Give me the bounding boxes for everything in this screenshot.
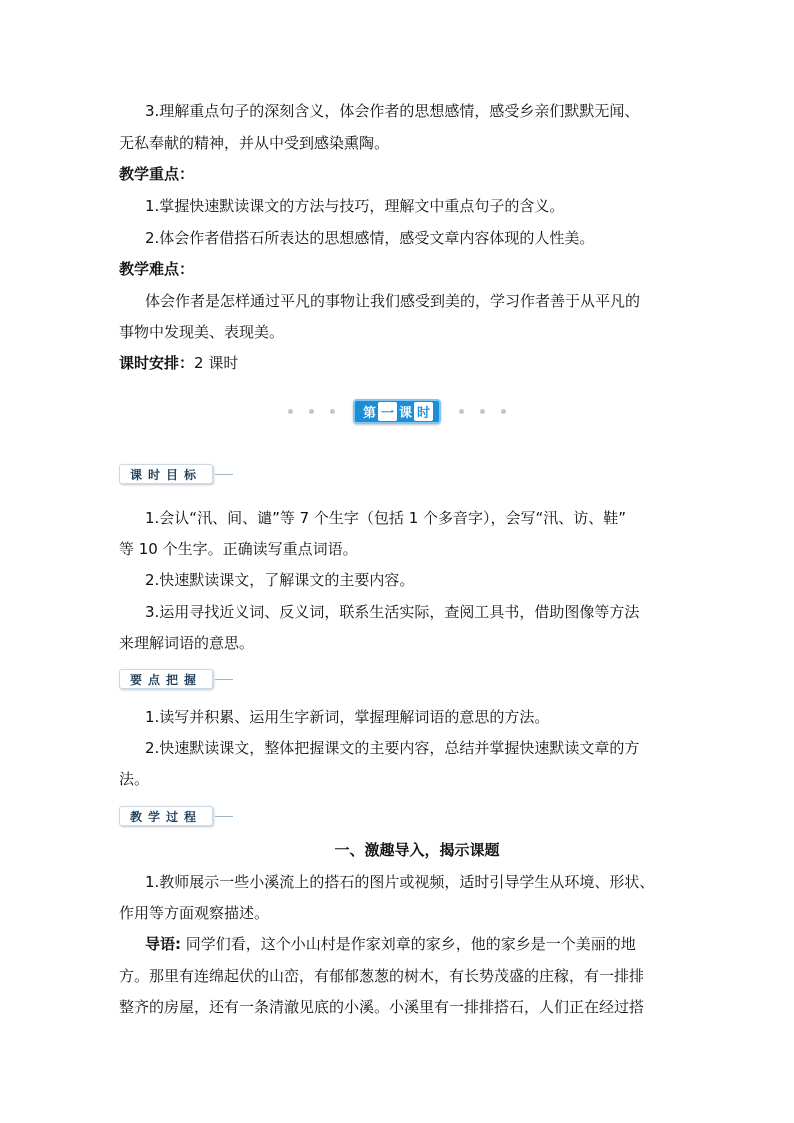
lead-label: 导语:	[145, 935, 181, 953]
schedule-label: 课时安排：	[119, 354, 195, 372]
difficulty-line-a: 体会作者是怎样通过平凡的事物让我们感受到美的，学习作者善于从平凡的	[145, 292, 641, 310]
schedule-line	[119, 353, 238, 373]
key-point-2: 2.体会作者借搭石所表达的思想感情，感受文章内容体现的人性美。	[145, 229, 595, 247]
difficulty-line-b: 事物中发现美、表现美。	[119, 323, 285, 341]
lesson-banner	[0, 398, 794, 424]
lead-line-c: 整齐的房屋，还有一条清澈见底的小溪。小溪里有一排排搭石，人们正在经过搭	[119, 998, 645, 1016]
goal-1-line-b: 等 10 个生字。正确读写重点词语。	[119, 540, 358, 558]
badge-char: 时	[414, 402, 433, 421]
grasp-1: 1.读写并积累、运用生字新词，掌握理解词语的意思的方法。	[145, 708, 550, 726]
process-1-line-b: 作用等方面观察描述。	[119, 904, 270, 922]
grasp-2-line-a: 2.快速默读课文，整体把握课文的主要内容，总结并掌握快速默读文章的方	[145, 739, 640, 757]
process-label: 教学过程	[119, 806, 213, 826]
process-chip	[119, 805, 233, 827]
lesson-goals-label: 课时目标	[119, 464, 213, 484]
key-points-heading: 教学重点：	[119, 165, 195, 183]
chip-underline	[215, 679, 233, 680]
banner-dot	[309, 409, 314, 414]
banner-dot	[480, 409, 485, 414]
chip-underline	[215, 816, 233, 817]
goal-1-line-a: 1.会认“汛、间、谴”等 7 个生字（包括 1 个多音字），会写“汛、访、鞋”	[145, 509, 627, 527]
lesson-badge	[353, 399, 441, 424]
chip-underline	[215, 474, 233, 475]
schedule-value: 2 课时	[194, 354, 239, 372]
key-grasp-chip	[119, 668, 233, 690]
goal-3-line-a: 3.运用寻找近义词、反义词，联系生活实际，查阅工具书，借助图像等方法	[145, 603, 640, 621]
lead-text-a: 同学们看，这个小山村是作家刘章的家乡，他的家乡是一个美丽的地	[181, 935, 636, 953]
difficulties-heading: 教学难点：	[119, 260, 195, 278]
banner-dot	[330, 409, 335, 414]
badge-char: 一	[378, 402, 397, 421]
goal-2: 2.快速默读课文，了解课文的主要内容。	[145, 571, 415, 589]
grasp-2-line-b: 法。	[119, 770, 150, 788]
process-1-line-a: 1.教师展示一些小溪流上的搭石的图片或视频，适时引导学生从环境、形状、	[145, 873, 655, 891]
badge-char: 课	[399, 405, 413, 421]
lead-line-a	[145, 934, 636, 954]
badge-char: 第	[362, 405, 376, 421]
banner-dot	[501, 409, 506, 414]
banner-dot	[288, 409, 293, 414]
banner-dot	[459, 409, 464, 414]
lead-line-b: 方。那里有连绵起伏的山峦，有郁郁葱葱的树木，有长势茂盛的庄稼，有一排排	[119, 967, 645, 985]
objective-3-line-b: 无私奉献的精神，并从中受到感染熏陶。	[119, 134, 390, 152]
key-point-1: 1.掌握快速默读课文的方法与技巧，理解文中重点句子的含义。	[145, 197, 565, 215]
objective-3-line-a: 3.理解重点句子的深刻含义，体会作者的思想感情，感受乡亲们默默无闻、	[145, 102, 640, 120]
lesson-goals-chip	[119, 463, 233, 485]
goal-3-line-b: 来理解词语的意思。	[119, 634, 255, 652]
key-grasp-label: 要点把握	[119, 669, 213, 689]
section-title: 一、激趣导入，揭示课题	[334, 841, 500, 859]
